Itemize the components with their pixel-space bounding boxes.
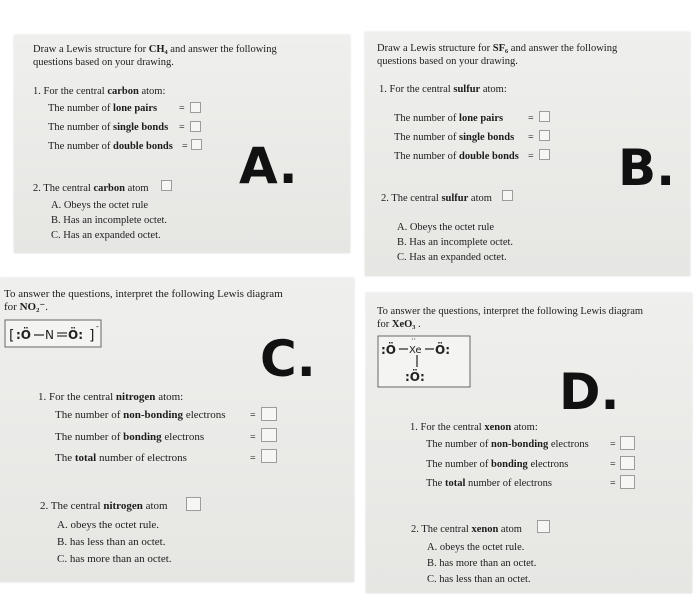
panel-c-intro [4,288,283,314]
panel-d-eq-2: = [610,459,616,470]
svg-text:Ö:: Ö: [68,328,83,342]
panel-a-intro-line2: questions based on your drawing. [33,57,174,68]
panel-b-q1-title: 1. For the central sulfur atom: [379,84,507,95]
panel-a-eq-1: = [179,103,185,114]
panel-d-opt-c[interactable]: C. has less than an octet. [427,574,531,585]
panel-a-opt-a[interactable]: A. Obeys the octet rule [51,200,149,211]
panel-c-nonbonding-label: The number of non-bonding electrons [55,409,226,421]
panel-d-nonbonding-label: The number of non-bonding electrons [426,439,589,450]
panel-c-intro-line2: for NO₂⁻. [4,301,48,313]
panel-a-double-bonds-label: The number of double bonds [48,141,173,152]
panel-d-nonbonding-input[interactable] [620,436,635,450]
panel-b-opt-c[interactable]: C. Has an expanded octet. [397,252,507,263]
panel-a [14,35,350,253]
panel-a-single-bonds-label: The number of single bonds [48,122,169,133]
panel-a-intro-line1: Draw a Lewis structure for CH₄ and answer the following [33,44,277,55]
panel-b-intro [377,42,617,68]
panel-c-total-label: The total number of electrons [55,452,187,464]
svg-text:-: - [96,322,99,331]
svg-text::Ö: :Ö [381,343,396,357]
panel-b [365,32,690,276]
panel-d-bonding-label: The number of bonding electrons [426,459,569,470]
panel-c-opt-a[interactable]: A. obeys the octet rule. [57,519,160,531]
panel-c-opt-c[interactable]: C. has more than an octet. [57,553,172,565]
panel-b-single-bonds-label: The number of single bonds [394,132,515,143]
panel-a-lone-pairs-label: The number of lone pairs [48,103,158,114]
panel-d-lewis-diagram [377,335,473,389]
panel-c-opt-b[interactable]: B. has less than an octet. [57,536,166,548]
panel-b-eq-3: = [528,151,534,162]
panel-b-q2-input[interactable] [502,190,513,201]
svg-text:Ö:: Ö: [435,343,450,357]
panel-c-bonding-label: The number of bonding electrons [55,431,205,443]
panel-a-q2-input[interactable] [161,180,172,191]
panel-d-intro [377,305,643,331]
panel-b-eq-2: = [528,132,534,143]
panel-a-eq-2: = [179,122,185,133]
svg-text:]: ] [89,328,95,344]
panel-c-intro-line1: To answer the questions, interpret the following Lewis diagram [4,288,283,300]
panel-d-intro-line1: To answer the questions, interpret the following Lewis diagram [377,306,644,317]
panel-b-letter: B. [618,139,676,197]
panel-c-bonding-input[interactable] [261,428,277,442]
svg-text:··: ·· [411,335,417,344]
panel-c-lewis-diagram [4,318,104,350]
panel-c-q2-input[interactable] [186,497,201,511]
svg-text::Ö: :Ö [16,328,31,342]
panel-d-opt-b[interactable]: B. has more than an octet. [427,558,537,569]
panel-c-eq-2: = [250,432,256,443]
svg-text:[: [ [9,328,15,344]
panel-d-opt-a[interactable]: A. obeys the octet rule. [427,542,525,553]
panel-a-eq-3: = [182,141,188,152]
panel-d-intro-line2: for XeO₃ . [377,319,421,330]
panel-b-eq-1: = [528,113,534,124]
panel-c-eq-1: = [250,410,256,421]
panel-c [0,278,354,582]
panel-b-opt-a[interactable]: A. Obeys the octet rule [397,222,495,233]
panel-c-total-input[interactable] [261,449,277,463]
panel-c-q1-title: 1. For the central nitrogen atom: [38,391,184,403]
panel-a-single-bonds-input[interactable] [190,121,201,132]
panel-d-letter: D. [559,363,620,421]
panel-a-lone-pairs-input[interactable] [190,102,201,113]
panel-a-opt-b[interactable]: B. Has an incomplete octet. [51,215,168,226]
panel-c-letter: C. [260,330,316,388]
panel-c-eq-3: = [250,453,256,464]
panel-a-q1-title: 1. For the central carbon atom: [33,86,166,97]
svg-text:Xe: Xe [409,345,422,356]
panel-a-intro [33,43,277,69]
panel-b-lone-pairs-label: The number of lone pairs [394,113,504,124]
panel-a-double-bonds-input[interactable] [191,139,202,150]
panel-d-eq-3: = [610,478,616,489]
panel-a-opt-c[interactable]: C. Has an expanded octet. [51,230,161,241]
panel-b-intro-line2: questions based on your drawing. [377,56,518,67]
panel-d-q2-title: 2. The central xenon atom [411,524,522,535]
panel-b-double-bonds-input[interactable] [539,149,550,160]
svg-text:N: N [45,328,54,342]
panel-b-lone-pairs-input[interactable] [539,111,550,122]
panel-a-q2-title: 2. The central carbon atom [33,183,149,194]
panel-b-intro-line1: Draw a Lewis structure for SF₆ and answer the following [377,43,618,54]
panel-d-bonding-input[interactable] [620,456,635,470]
panel-b-q2-title: 2. The central sulfur atom [381,193,492,204]
panel-d-q2-input[interactable] [537,520,550,533]
panel-d [366,293,692,593]
panel-b-opt-b[interactable]: B. Has an incomplete octet. [397,237,514,248]
panel-b-double-bonds-label: The number of double bonds [394,151,519,162]
panel-c-q2-title: 2. The central nitrogen atom [40,500,168,512]
panel-b-single-bonds-input[interactable] [539,130,550,141]
panel-d-q1-title: 1. For the central xenon atom: [410,422,538,433]
panel-a-letter: A. [239,137,298,195]
svg-text::Ö:: :Ö: [405,370,425,384]
panel-d-total-label: The total number of electrons [426,478,552,489]
panel-c-nonbonding-input[interactable] [261,407,277,421]
panel-d-total-input[interactable] [620,475,635,489]
panel-d-eq-1: = [610,439,616,450]
